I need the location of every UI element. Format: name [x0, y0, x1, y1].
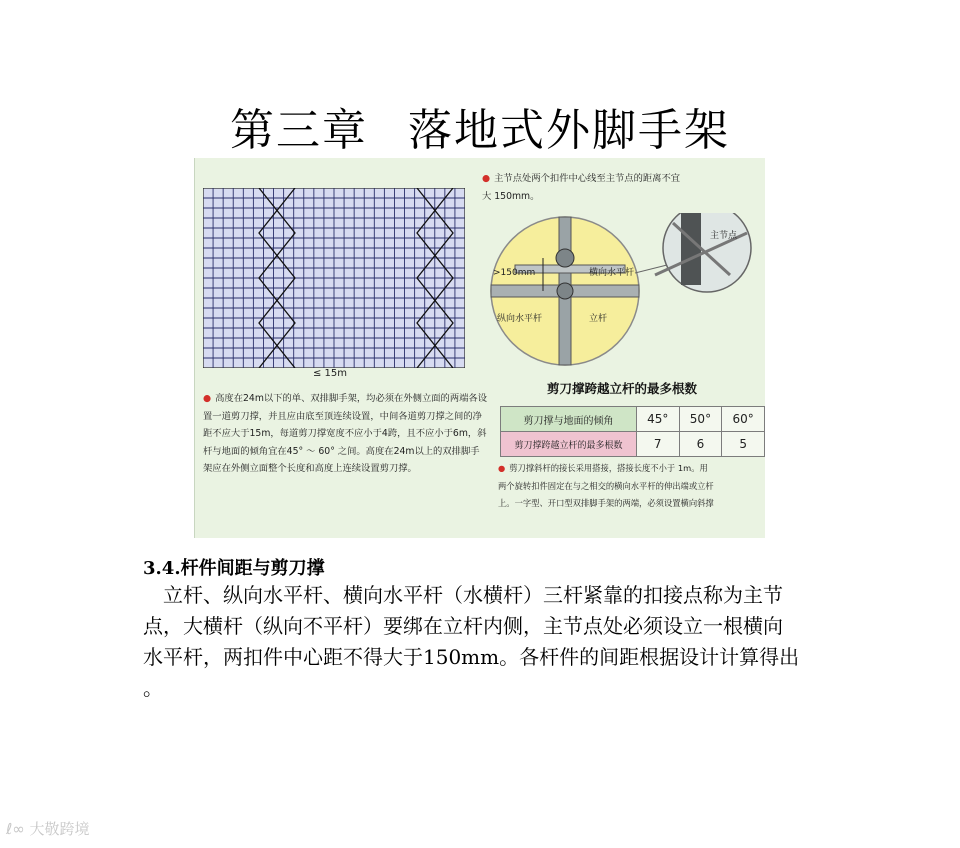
bottom-caption: ● 剪刀撑斜杆的接长采用搭接，搭接长度不小于 1m。用 两个旋转扣件固定在与之相交的横向水平杆的伸出端或立杆 上。一字型、开口型双排脚手架的两端，必须设置横向斜撑	[498, 463, 714, 508]
table-row	[501, 432, 765, 457]
scaffold-figure	[194, 158, 765, 538]
spacing-dimension: ≤ 15m	[313, 368, 348, 379]
table-row	[501, 407, 765, 432]
chapter-title	[0, 94, 960, 158]
joint-label-longitudinal: 纵向水平杆	[497, 314, 543, 324]
table-cell: 7	[636, 432, 679, 457]
table-cell: 45°	[636, 407, 679, 432]
left-caption: ● 高度在24m以下的单、双排脚手架，均必须在外侧立面的两端各设置一道剪刀撑，并且应由底至顶连续设置，中间各道剪刀撑之间的净距不应大于15m，每道剪刀撑宽度不应小于4跨，且不应小于6m，斜杆与地面的倾角宜在45° ～ 60° 之间。高度在24m以上的双排脚手架应在外侧立面整个长度和高度上连续设置剪刀撑。	[203, 393, 488, 474]
table-cell: 50°	[679, 407, 722, 432]
bullet-icon: ●	[482, 173, 491, 184]
table-cell: 5	[722, 432, 765, 457]
scaffold-grid-diagram	[203, 188, 465, 368]
table-cell: 6	[679, 432, 722, 457]
bullet-icon: ●	[203, 393, 212, 404]
chapter-name: 落地式外脚手架	[408, 105, 730, 156]
section-heading: 3.4.杆件间距与剪刀撑	[143, 558, 325, 579]
bullet-icon: ●	[498, 463, 506, 473]
watermark-logo-icon: ℓ∞	[6, 820, 30, 838]
joint-label-node: 主节点	[710, 231, 738, 241]
table-row-label: 剪刀撑跨越立杆的最多根数	[501, 432, 637, 457]
section-body	[143, 580, 913, 704]
joint-label-transverse: 横向水平杆	[589, 268, 635, 278]
table-cell: 60°	[722, 407, 765, 432]
joint-label-distance: >150mm	[493, 268, 536, 278]
right-caption: ● 主节点处两个扣件中心线至主节点的距离不宜大 150mm。	[482, 173, 681, 202]
watermark: ℓ∞ 大敬跨境	[6, 820, 90, 838]
table-title: 剪刀撑跨越立杆的最多根数	[547, 381, 698, 396]
body-line: 立杆、纵向水平杆、横向水平杆（水横杆）三杆紧靠的扣接点称为主节	[163, 583, 783, 607]
table-row-label: 剪刀撑与地面的倾角	[501, 407, 637, 432]
chapter-number: 第三章	[230, 105, 368, 156]
body-line: 水平杆，两扣件中心距不得大于150mm。各杆件的间距根据设计计算得出	[143, 645, 800, 669]
joint-label-pole: 立杆	[589, 314, 608, 324]
body-line: 点，大横杆（纵向不平杆）要绑在立杆内侧，主节点处必须设立一根横向	[143, 614, 783, 638]
brace-angle-table	[500, 406, 765, 457]
body-line: 。	[143, 676, 163, 700]
